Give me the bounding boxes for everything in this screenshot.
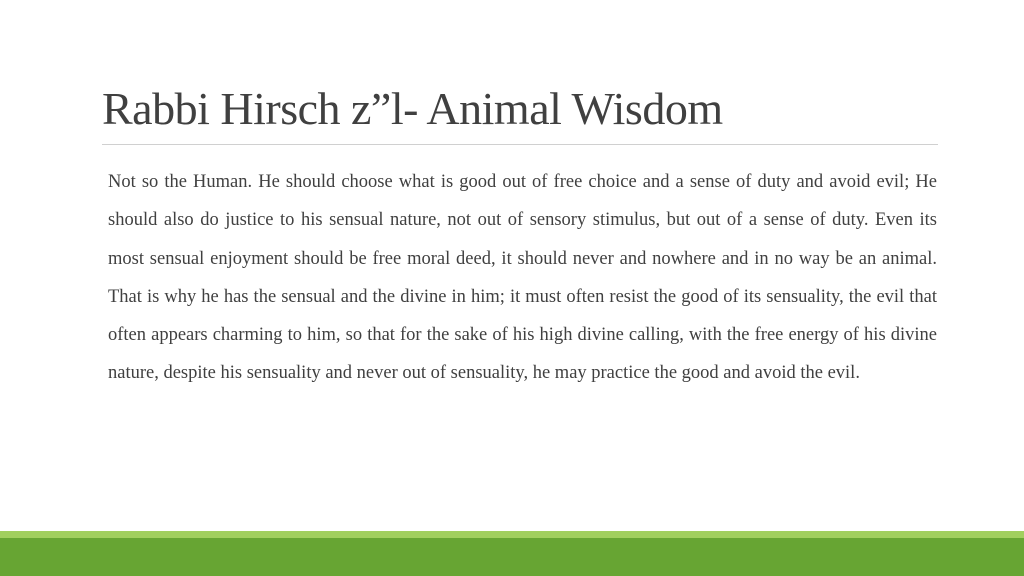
title-divider: [102, 144, 938, 145]
slide-title: Rabbi Hirsch z”l- Animal Wisdom: [102, 83, 723, 134]
footer-band: [0, 538, 1024, 576]
footer-accent-stripe: [0, 531, 1024, 538]
slide-body-text: Not so the Human. He should choose what is good out of free choice and a sense of duty and avoid evil; He should also do justice to his sensual nature, not out of sensory stimulus, but out of a sense of duty. Even its most sensual enjoyment should be free moral deed, it should never and nowhere and in no way be an animal. That is why he has the sensual and the divine in him; it must often resist the good of its sensuality, the evil that often appears charming to him, so that for the sake of his high divine calling, with the free energy of his divine nature, despite his sensuality and never out of sensuality, he may practice the good and avoid the evil.: [108, 172, 937, 384]
